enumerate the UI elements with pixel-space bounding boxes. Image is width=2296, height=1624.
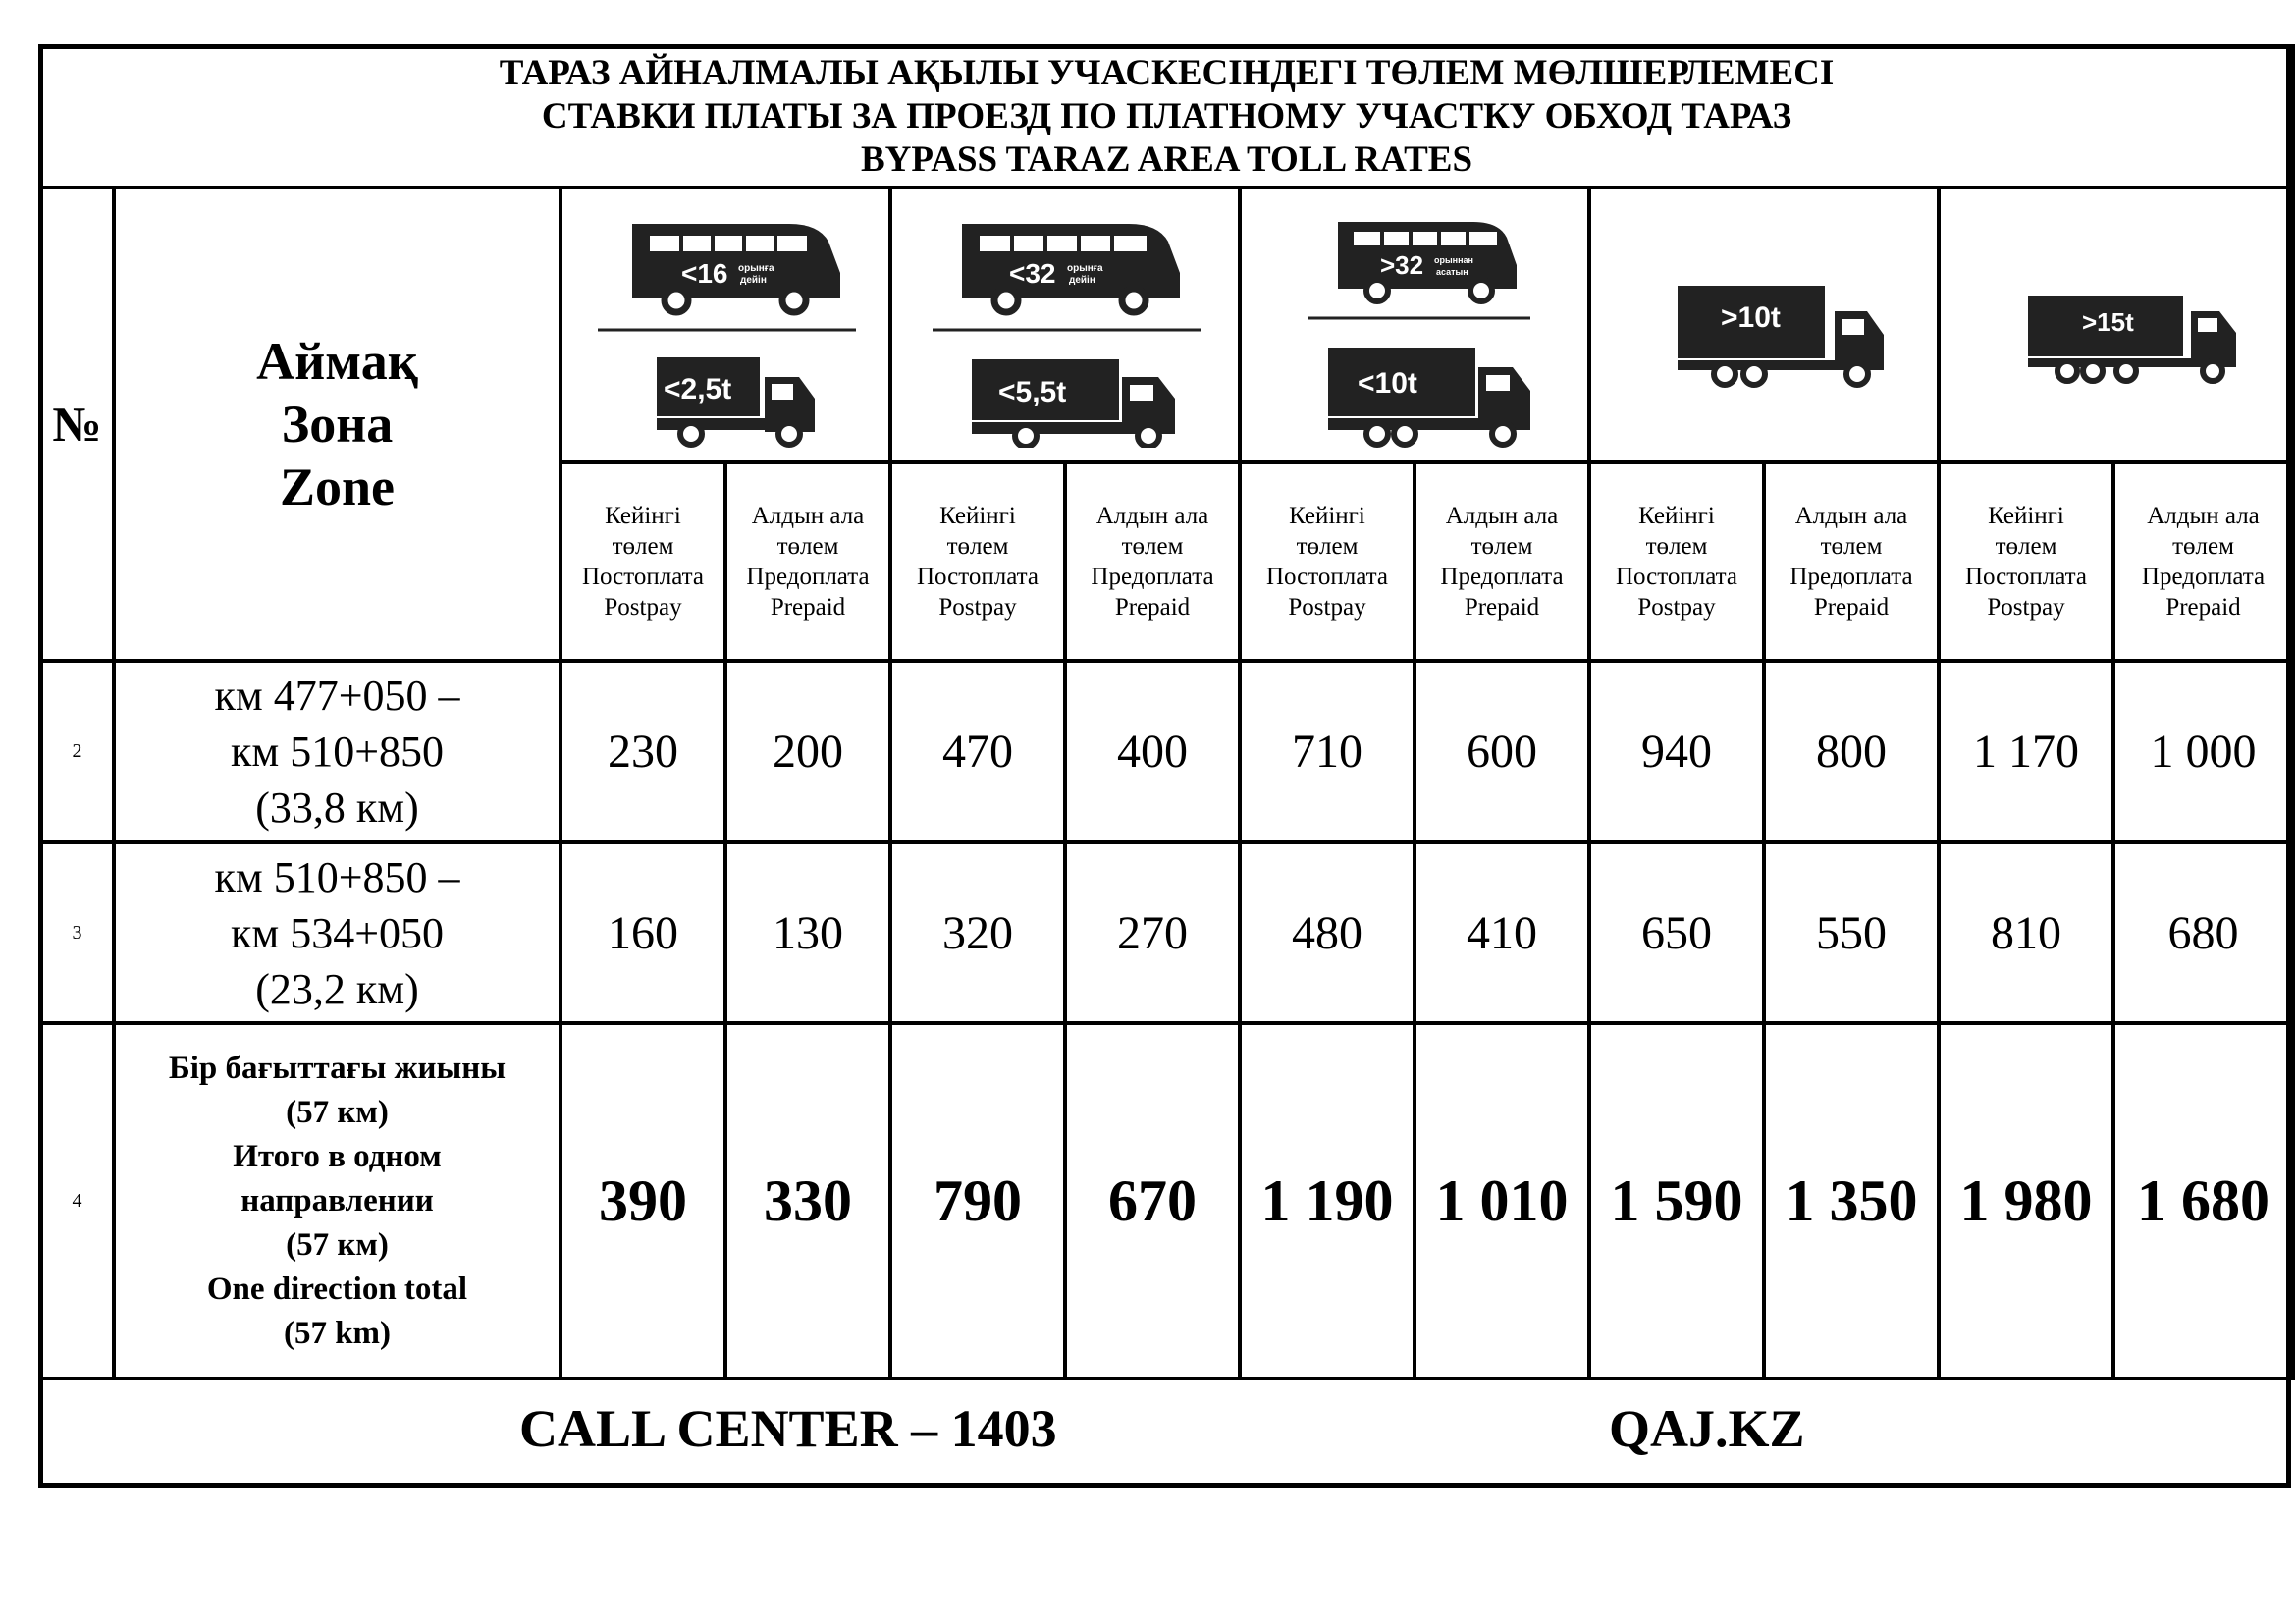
prepay-header: Алдын ала төлем Предоплата Prepaid — [725, 462, 890, 661]
postpay-header: Кейінгі төлем Постоплата Postpay — [1939, 462, 2113, 661]
number-header: № — [40, 188, 114, 661]
rate-cell: 230 — [561, 661, 725, 842]
table-row — [40, 842, 2293, 1023]
rate-cell: 400 — [1065, 661, 1240, 842]
rate-cell: 710 — [1240, 661, 1415, 842]
bus-icon — [1267, 202, 1562, 448]
svg-text:орынға: орынға — [738, 263, 774, 274]
rate-cell: 810 — [1939, 842, 2113, 1023]
total-row — [40, 1023, 2293, 1379]
page-title — [40, 46, 2293, 188]
vehicle-category-1 — [561, 188, 890, 462]
vehicle-category-2 — [890, 188, 1240, 462]
total-cell: 1 590 — [1589, 1023, 1764, 1379]
total-cell: 790 — [890, 1023, 1065, 1379]
svg-text:дейін: дейін — [1069, 275, 1095, 286]
bus-icon — [583, 202, 868, 448]
prepay-header: Алдын ала төлем Предоплата Prepaid — [1764, 462, 1939, 661]
rate-cell: 270 — [1065, 842, 1240, 1023]
postpay-header: Кейінгі төлем Постоплата Postpay — [890, 462, 1065, 661]
rate-cell: 1 170 — [1939, 661, 2113, 842]
bus-icon — [918, 202, 1212, 448]
svg-text:<5,5t: <5,5t — [998, 376, 1067, 408]
svg-text:<16: <16 — [681, 258, 728, 289]
table-row — [40, 661, 2293, 842]
rate-cell: 410 — [1415, 842, 1589, 1023]
svg-text:>15t: >15t — [2081, 307, 2134, 337]
svg-text:орынға: орынға — [1067, 263, 1103, 274]
title-ru: СТАВКИ ПЛАТЫ ЗА ПРОЕЗД ПО ПЛАТНОМУ УЧАСТКУ ОБХОД ТАРАЗ — [541, 96, 1792, 136]
zone-header-ru: Зона — [281, 395, 394, 454]
footer — [38, 1364, 2291, 1488]
row-number: 2 — [40, 661, 114, 842]
zone-cell: км 477+050 – км 510+850 (33,8 км) — [114, 661, 561, 842]
rate-cell: 1 000 — [2113, 661, 2293, 842]
rate-cell: 550 — [1764, 842, 1939, 1023]
svg-text:<10t: <10t — [1358, 367, 1417, 400]
total-cell: 670 — [1065, 1023, 1240, 1379]
rate-cell: 130 — [725, 842, 890, 1023]
svg-text:<2,5t: <2,5t — [664, 373, 732, 406]
svg-text:<32: <32 — [1009, 258, 1056, 289]
row-number: 3 — [40, 842, 114, 1023]
title-kk: ТАРАЗ АЙНАЛМАЛЫ АҚЫЛЫ УЧАСКЕСІНДЕГІ ТӨЛЕМ МӨЛШЕРЛЕМЕСІ — [499, 53, 1835, 93]
rate-cell: 200 — [725, 661, 890, 842]
vehicle-category-4 — [1589, 188, 1939, 462]
rate-cell: 940 — [1589, 661, 1764, 842]
total-cell: 1 680 — [2113, 1023, 2293, 1379]
prepay-header: Алдын ала төлем Предоплата Prepaid — [1065, 462, 1240, 661]
rate-cell: 680 — [2113, 842, 2293, 1023]
website-link[interactable]: QAJ.KZ — [1609, 1399, 1805, 1458]
truck-trailer-icon — [1617, 246, 1911, 404]
vehicle-category-3 — [1240, 188, 1589, 462]
rate-cell: 650 — [1589, 842, 1764, 1023]
rate-cell: 470 — [890, 661, 1065, 842]
row-number: 4 — [40, 1023, 114, 1379]
svg-text:>10t: >10t — [1721, 301, 1781, 334]
postpay-header: Кейінгі төлем Постоплата Postpay — [561, 462, 725, 661]
vehicle-category-5 — [1939, 188, 2293, 462]
rate-cell: 160 — [561, 842, 725, 1023]
svg-text:асатын: асатын — [1436, 267, 1468, 277]
svg-text:>32: >32 — [1380, 250, 1424, 280]
zone-header-kk: Аймақ — [256, 332, 418, 391]
postpay-header: Кейінгі төлем Постоплата Postpay — [1240, 462, 1415, 661]
total-cell: 1 010 — [1415, 1023, 1589, 1379]
zone-cell: км 510+850 – км 534+050 (23,2 км) — [114, 842, 561, 1023]
rate-cell: 600 — [1415, 661, 1589, 842]
zone-header — [114, 188, 561, 661]
postpay-header: Кейінгі төлем Постоплата Postpay — [1589, 462, 1764, 661]
zone-header-en: Zone — [279, 458, 396, 516]
rate-cell: 480 — [1240, 842, 1415, 1023]
prepay-header: Алдын ала төлем Предоплата Prepaid — [2113, 462, 2293, 661]
svg-text:орыннан: орыннан — [1434, 255, 1473, 265]
rate-cell: 320 — [890, 842, 1065, 1023]
total-zone-cell: Бір бағыттағы жиыны (57 км) Итого в одном направлении (57 км) One direction total (57 km) — [114, 1023, 561, 1379]
total-cell: 1 350 — [1764, 1023, 1939, 1379]
toll-rates-table — [38, 44, 2295, 1380]
total-cell: 1 980 — [1939, 1023, 2113, 1379]
title-en: BYPASS TARAZ AREA TOLL RATES — [860, 139, 1473, 180]
call-center: CALL CENTER – 1403 — [519, 1399, 1057, 1458]
svg-text:дейін: дейін — [740, 275, 767, 286]
truck-trailer-icon — [1969, 246, 2264, 404]
total-cell: 390 — [561, 1023, 725, 1379]
prepay-header: Алдын ала төлем Предоплата Prepaid — [1415, 462, 1589, 661]
total-cell: 1 190 — [1240, 1023, 1415, 1379]
total-cell: 330 — [725, 1023, 890, 1379]
rate-cell: 800 — [1764, 661, 1939, 842]
